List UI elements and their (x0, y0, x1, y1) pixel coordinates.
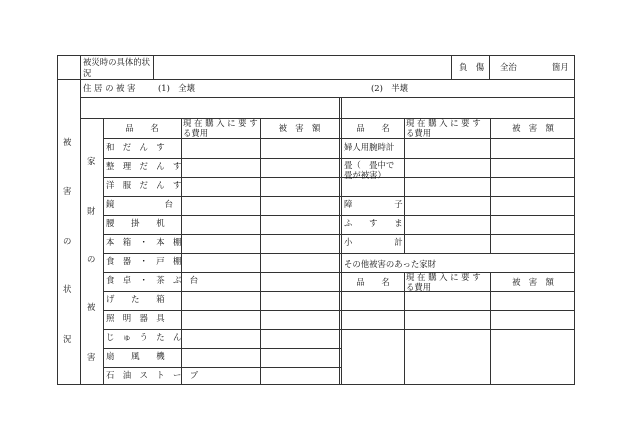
rule-h (103, 348, 341, 349)
rule-v (181, 118, 182, 384)
situation-label: 被災時の具体的状況 (83, 57, 150, 78)
col-item-header: 品 名 (356, 277, 390, 287)
col-cost-header: 現 在 購 入 に 要 す る費用 (406, 272, 481, 292)
rule-v (260, 118, 261, 384)
rule-v (490, 272, 491, 384)
left-item: 扇 風 機 (106, 351, 165, 361)
rule-v (490, 118, 491, 253)
left-item: げ た 箱 (106, 294, 165, 304)
col-item-header: 品 名 (125, 123, 159, 133)
left-item: 食 卓 ・ 茶 ぶ 台 (106, 275, 199, 285)
rule-h (80, 118, 574, 119)
col-damage-header: 被 害 額 (512, 123, 554, 133)
col-damage-header: 被 害 額 (278, 123, 321, 133)
rule-v (451, 56, 452, 79)
right-item-tatami: 畳（ 畳中で畳が被害） (344, 160, 395, 180)
right-item-other: その他被害のあった家財 (344, 259, 437, 269)
left-item: 腰 掛 机 (106, 218, 165, 228)
inner-side-char: 家 (87, 156, 96, 166)
left-item: じ ゅ う た ん (106, 332, 182, 342)
injury-heal-label: 全治 (500, 62, 517, 72)
inner-side-char: 被 (87, 302, 96, 312)
right-item-fusuma: ふ す ま (344, 218, 403, 228)
col-item-header: 品 名 (356, 123, 390, 133)
housing-label: 住 居 の 被 害 (83, 83, 136, 93)
outer-side-char: 状 (63, 284, 72, 294)
col-cost-header: 現 在 購 入 に 要 す る費用 (406, 118, 481, 138)
left-item: 鏡 台 (106, 199, 173, 209)
rule-h (80, 97, 574, 98)
housing-option-2: (2) 半壊 (371, 83, 408, 93)
rule-v (489, 56, 490, 79)
left-item: 洋 服 だ ん す (106, 180, 182, 190)
outer-side-char: 害 (63, 186, 72, 196)
left-item: 本 箱 ・ 本 棚 (106, 237, 182, 247)
left-item: 和 だ ん す (106, 142, 165, 152)
left-item: 整 理 だ ん す (106, 161, 182, 171)
rule-v (80, 56, 81, 384)
rule-v (103, 118, 104, 384)
rule-v (404, 118, 405, 253)
double-rule (339, 97, 342, 384)
col-cost-header: 現 在 購 入 に 要 す る費用 (183, 118, 258, 138)
left-item: 照 明 器 具 (106, 313, 165, 323)
rule-h (58, 79, 574, 80)
right-item-shoji: 障 子 (344, 199, 403, 209)
outer-side-char: 況 (63, 334, 72, 344)
col-damage-header: 被 害 額 (512, 277, 554, 287)
rule-h (103, 367, 341, 368)
injury-label: 負 傷 (459, 62, 485, 72)
housing-option-1: (1) 全壊 (158, 83, 195, 93)
left-item: 石 油 ス ト ー ブ (106, 370, 199, 380)
injury-months-label: 箇月 (552, 62, 569, 72)
inner-side-char: 害 (87, 352, 96, 362)
inner-side-char: 財 (87, 206, 96, 216)
rule-v (153, 56, 154, 79)
right-item-subtotal: 小 計 (344, 237, 403, 247)
right-item-watch: 婦人用腕時計 (344, 142, 395, 152)
rule-v (404, 272, 405, 384)
damage-report-form (57, 55, 575, 385)
outer-side-char: 被 (63, 137, 72, 147)
outer-side-char: の (63, 236, 72, 246)
inner-side-char: の (87, 254, 96, 264)
left-item: 食 器 ・ 戸 棚 (106, 256, 182, 266)
